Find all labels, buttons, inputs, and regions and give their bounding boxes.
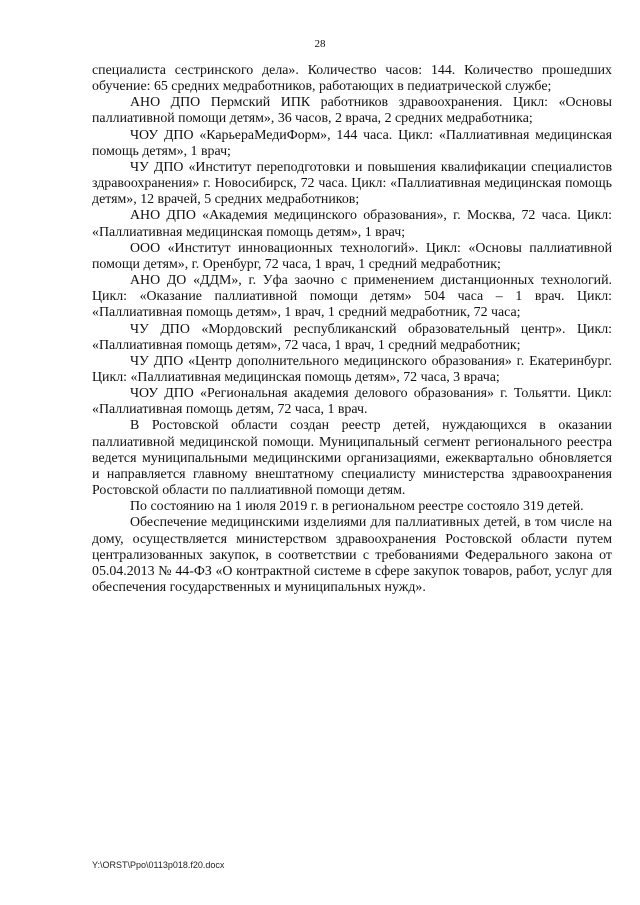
footer-file-path: Y:\ORST\Ppo\0113p018.f20.docx: [92, 860, 225, 870]
paragraph-6: ООО «Институт инновационных технологий». Цикл: «Основы паллиативной помощи детям», г. Оренбург, 72 часа, 1 врач, 1 средний медработник;: [92, 240, 612, 272]
document-body: [92, 63, 612, 596]
paragraph-13: Обеспечение медицинскими изделиями для паллиативных детей, в том числе на дому, осуществляется министерством здравоохранения Ростовской области путем централизованных закупок, в соответствии с требованиями Федерального закона от 05.04.2013 № 44-ФЗ «О контрактной системе в сфере закупок товаров, работ, услуг для обеспечения государственных и муниципальных нужд».: [92, 515, 612, 595]
paragraph-3: ЧОУ ДПО «КарьераМедиФорм», 144 часа. Цикл: «Паллиативная медицинская помощь детям», 1 врач;: [92, 127, 612, 159]
paragraph-7: АНО ДО «ДДМ», г. Уфа заочно с применением дистанционных технологий. Цикл: «Оказание паллиативной помощи детям» 504 часа – 1 врач. Цикл: «Паллиативная помощь детям», 1 врач, 1 средний медработник, 72 часа;: [92, 273, 612, 321]
paragraph-5: АНО ДПО «Академия медицинского образования», г. Москва, 72 часа. Цикл: «Паллиативная медицинская помощь детям», 1 врач;: [92, 208, 612, 240]
paragraph-1: специалиста сестринского дела». Количество часов: 144. Количество прошедших обучение: 65 средних медработников, работающих в педиатрической службе;: [92, 63, 612, 95]
paragraph-10: ЧОУ ДПО «Региональная академия делового образования» г. Тольятти. Цикл: «Паллиативная помощь детям, 72 часа, 1 врач.: [92, 386, 612, 418]
paragraph-11: В Ростовской области создан реестр детей, нуждающихся в оказании паллиативной медицинской помощи. Муниципальный сегмент регионального реестра ведется муниципальными медицинскими организациями, ежеквартально обновляется и направляется главному внештатному специалисту министерства здравоохранения Ростовской области по паллиативной помощи детям.: [92, 418, 612, 499]
paragraph-12: По состоянию на 1 июля 2019 г. в региональном реестре состояло 319 детей.: [130, 499, 584, 515]
page-number: 28: [314, 38, 326, 50]
paragraph-2: АНО ДПО Пермский ИПК работников здравоохранения. Цикл: «Основы паллиативной помощи детям», 36 часов, 2 врача, 2 средних медработника;: [92, 95, 612, 127]
paragraph-4: ЧУ ДПО «Институт переподготовки и повышения квалификации специалистов здравоохранения» г. Новосибирск, 72 часа. Цикл: «Паллиативная медицинская помощь детям», 12 врачей, 5 средних медработников;: [92, 159, 612, 208]
paragraph-9: ЧУ ДПО «Центр дополнительного медицинского образования» г. Екатеринбург. Цикл: «Паллиативная медицинская помощь детям», 72 часа, 3 врача;: [92, 353, 612, 385]
paragraph-8: ЧУ ДПО «Мордовский республиканский образовательный центр». Цикл: «Паллиативная помощь детям», 72 часа, 1 врач, 1 средний медработник;: [92, 321, 612, 353]
